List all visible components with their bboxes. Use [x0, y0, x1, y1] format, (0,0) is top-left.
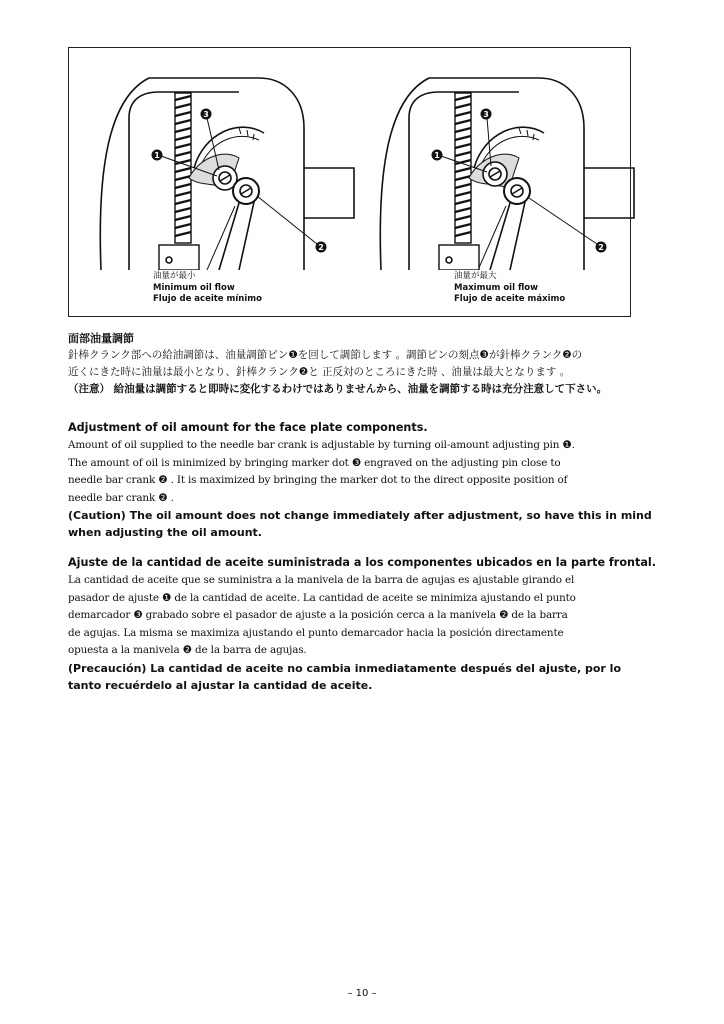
spanish-line: pasador de ajuste ❶ de la cantidad de aceite. La cantidad de aceite se minimiza ajustando el punto	[68, 591, 576, 604]
caution-line: when adjusting the oil amount.	[68, 526, 262, 539]
japanese-section	[68, 331, 688, 398]
english-body	[68, 437, 688, 507]
caption-es: Flujo de aceite mínimo	[153, 294, 262, 304]
svg-text:2: 2	[598, 243, 604, 252]
caption-en: Maximum oil flow	[454, 282, 538, 293]
spanish-body	[68, 572, 688, 660]
english-section	[68, 420, 688, 541]
english-caution	[68, 507, 688, 541]
figure-box	[68, 47, 631, 317]
english-line: Amount of oil supplied to the needle bar crank is adjustable by turning oil-amount adjusting pin ❶.	[68, 439, 575, 451]
oil-flow-diagram-minimum	[89, 48, 359, 270]
english-line: needle bar crank ❷ . It is maximized by bringing the marker dot to the direct opposite position of	[68, 474, 568, 486]
caption-jp: 油量が最大	[454, 271, 497, 281]
caution-line: (Caution) The oil amount does not change immediately after adjustment, so have this in mind	[68, 509, 652, 522]
japanese-body	[68, 347, 688, 381]
spanish-line: opuesta a la manivela ❷ de la barra de agujas.	[68, 644, 307, 656]
english-line: needle bar crank ❷ .	[68, 491, 174, 504]
svg-text:3: 3	[203, 110, 209, 119]
caption-jp: 油量が最小	[153, 271, 196, 281]
svg-text:2: 2	[318, 243, 324, 252]
caution-line: tanto recuérdelo al ajustar la cantidad de aceite.	[68, 678, 373, 692]
spanish-line: La cantidad de aceite que se suministra a la manivela de la barra de agujas es ajustable girando el	[68, 574, 575, 586]
caption-es: Flujo de aceite máximo	[454, 294, 566, 304]
english-heading: Adjustment of oil amount for the face plate components.	[68, 421, 428, 434]
caption-minimum	[153, 271, 262, 306]
spanish-line: demarcador ❸ grabado sobre el pasador de ajuste a la posición cerca a la manivela ❷ de la barra	[68, 609, 568, 621]
japanese-caution: （注意） 給油量は調節すると即時に変化するわけではありませんから、油量を調節する時は充分注意して下さい。	[68, 383, 608, 395]
svg-text:1: 1	[154, 151, 160, 160]
japanese-title: 面部油量調節	[68, 332, 134, 345]
caption-maximum	[454, 271, 565, 306]
spanish-section	[68, 555, 688, 694]
page-number: – 10 –	[347, 988, 377, 999]
english-line: The amount of oil is minimized by bringing marker dot ❸ engraved on the adjusting pin close to	[68, 456, 561, 469]
svg-text:3: 3	[483, 110, 489, 119]
caution-line: (Precaución) La cantidad de aceite no cambia inmediatamente después del ajuste, por lo	[68, 661, 622, 675]
spanish-line: de agujas. La misma se maximiza ajustando el punto demarcador hacia la posición directamente	[68, 626, 564, 639]
spanish-caution	[68, 660, 688, 694]
japanese-line: 針棒クランク部への給油調節は、油量調節ピン❶を回して調節します 。調節ピンの刻点❸が針棒クランク❷の	[68, 349, 583, 361]
oil-flow-diagram-maximum	[369, 48, 639, 270]
spanish-heading: Ajuste de la cantidad de aceite suministrada a los componentes ubicados en la parte frontal.	[68, 556, 656, 569]
caption-en: Minimum oil flow	[153, 282, 235, 293]
svg-text:1: 1	[434, 151, 440, 160]
japanese-line: 近くにきた時に油量は最小となり、針棒クランク❷と 正反対のところにきた時 、油量は最大となります 。	[68, 366, 571, 378]
